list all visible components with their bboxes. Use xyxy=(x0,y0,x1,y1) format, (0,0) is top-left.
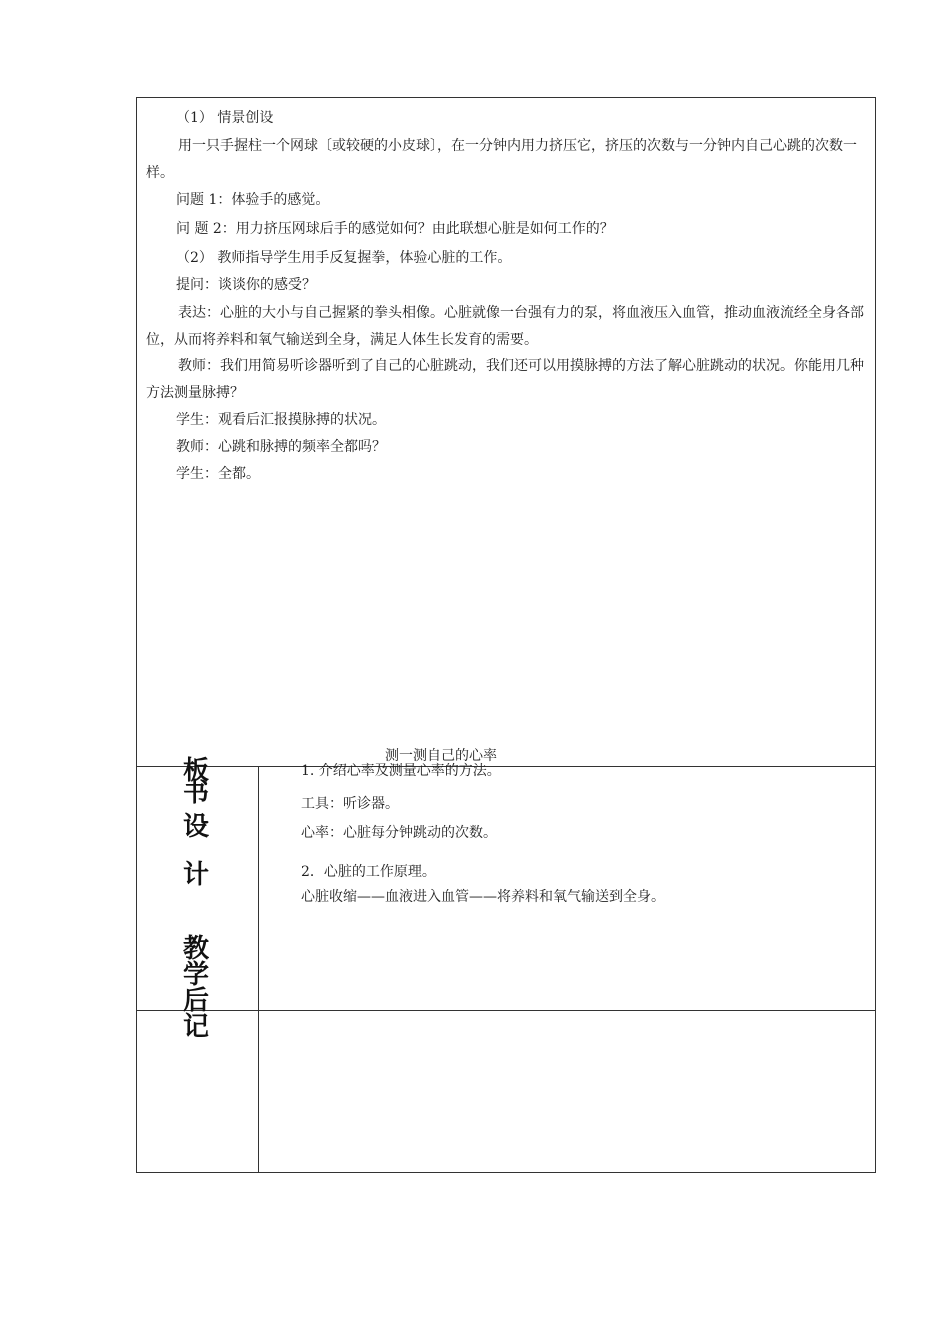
row-divider-board xyxy=(136,766,876,767)
label-notes-char-3: 后 xyxy=(183,986,210,1016)
board-tool: 工具：听诊器。 xyxy=(301,796,399,812)
lesson-line-question-2: 问 题 2：用力挤压网球后手的感觉如何？由此联想心脏是如何工作的？ xyxy=(176,221,614,237)
lesson-line-ask: 提问：谈谈你的感受？ xyxy=(176,277,316,293)
notes-cell xyxy=(259,1011,875,1172)
label-board-char-4: 计 xyxy=(183,860,210,890)
label-board-char-3: 设 xyxy=(183,812,210,842)
lesson-line-student-report: 学生：观看后汇报摸脉搏的状况。 xyxy=(176,412,386,428)
lesson-line-scenario: （1） 情景创设 xyxy=(176,110,274,126)
lesson-paragraph-activity: 用一只手握柱一个网球〔或较硬的小皮球〕，在一分钟内用力挤压它，挤压的次数与一分钟内自己心跳的次数一样。 xyxy=(146,138,857,181)
board-item-1: 1. 介绍心率及测量心率的方法。 xyxy=(301,763,501,779)
lesson-line-teacher-guide: （2） 教师指导学生用手反复握拳，体验心脏的工作。 xyxy=(176,250,512,266)
board-item-2: 2．心脏的工作原理。 xyxy=(301,864,436,880)
label-notes-char-2: 学 xyxy=(183,960,210,990)
board-heading: 测一测自己的心率 xyxy=(385,748,497,764)
lesson-line-student-answer: 学生：全都。 xyxy=(176,466,260,482)
lesson-line-teacher-question: 教师：心跳和脉搏的频率全都吗？ xyxy=(176,439,386,455)
label-board-char-1: 板 xyxy=(183,756,210,786)
lesson-line-question-1: 问题 1：体验手的感觉。 xyxy=(176,192,330,208)
lesson-paragraph-express: 表达：心脏的大小与自己握紧的拳头相像。心脏就像一台强有力的泵，将血液压入血管，推动血液流经全身各部位，从而将养料和氧气输送到全身，满足人体生长发育的需要。 xyxy=(146,305,864,348)
label-notes-char-4: 记 xyxy=(183,1012,210,1042)
board-principle: 心脏收缩——血液进入血管——将养料和氧气输送到全身。 xyxy=(301,889,665,905)
board-heart-rate: 心率：心脏每分钟跳动的次数。 xyxy=(301,825,497,841)
lesson-paragraph-teacher: 教师：我们用简易听诊器听到了自己的心脏跳动，我们还可以用摸脉搏的方法了解心脏跳动的状况。你能用几种方法测量脉搏？ xyxy=(146,358,864,401)
label-board-char-2: 书 xyxy=(183,778,210,808)
label-notes-char-1: 教 xyxy=(183,934,210,964)
